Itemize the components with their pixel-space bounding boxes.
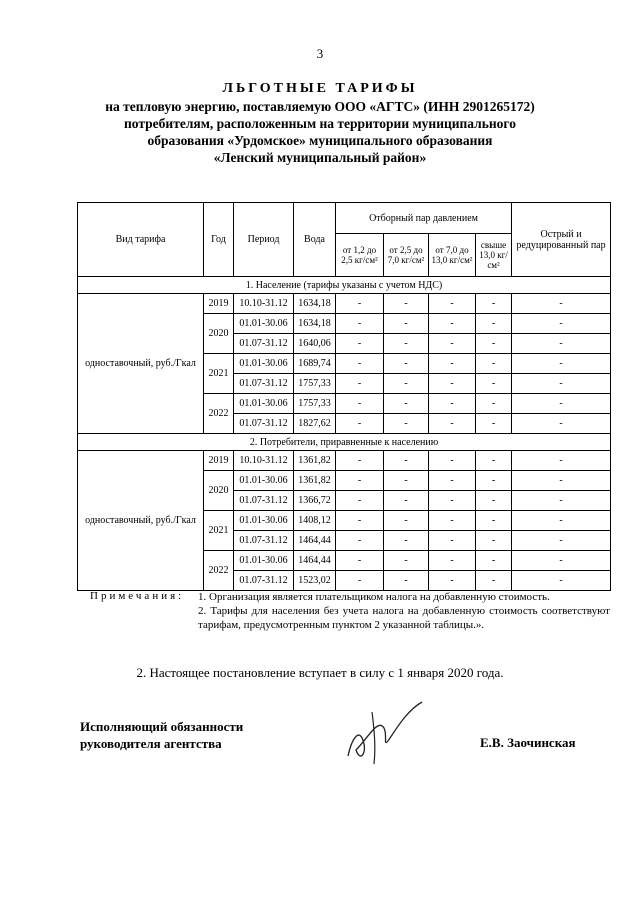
empty-tariff-cell: - — [476, 491, 512, 511]
page-number: 3 — [316, 46, 324, 61]
water-tariff-cell: 1689,74 — [294, 354, 336, 374]
water-tariff-cell: 1361,82 — [294, 451, 336, 471]
empty-tariff-cell: - — [476, 354, 512, 374]
water-tariff-cell: 1361,82 — [294, 471, 336, 491]
empty-tariff-cell: - — [384, 511, 429, 531]
signatory-name: Е.В. Заочинская — [480, 735, 576, 750]
empty-tariff-cell: - — [512, 394, 611, 414]
period-cell: 01.01-30.06 — [234, 511, 294, 531]
empty-tariff-cell: - — [512, 511, 611, 531]
empty-tariff-cell: - — [336, 511, 384, 531]
empty-tariff-cell: - — [384, 354, 429, 374]
year-cell: 2019 — [204, 451, 234, 471]
empty-tariff-cell: - — [429, 451, 476, 471]
period-cell: 01.01-30.06 — [234, 314, 294, 334]
empty-tariff-cell: - — [384, 471, 429, 491]
water-tariff-cell: 1408,12 — [294, 511, 336, 531]
header-steam-4: свыше 13,0 кг/см² — [476, 234, 512, 277]
empty-tariff-cell: - — [336, 394, 384, 414]
water-tariff-cell: 1634,18 — [294, 294, 336, 314]
empty-tariff-cell: - — [476, 451, 512, 471]
empty-tariff-cell: - — [384, 571, 429, 591]
decree-paragraph: 2. Настоящее постановление вступает в силу с 1 января 2020 года. — [136, 665, 504, 680]
empty-tariff-cell: - — [476, 374, 512, 394]
empty-tariff-cell: - — [476, 294, 512, 314]
empty-tariff-cell: - — [384, 414, 429, 434]
period-cell: 01.01-30.06 — [234, 354, 294, 374]
empty-tariff-cell: - — [429, 334, 476, 354]
water-tariff-cell: 1827,62 — [294, 414, 336, 434]
position-line-1: Исполняющий обязанности — [80, 719, 244, 734]
water-tariff-cell: 1640,06 — [294, 334, 336, 354]
title-line-1: на тепловую энергию, поставляемую ООО «АГТС» (ИНН 2901265172) — [105, 99, 535, 114]
empty-tariff-cell: - — [476, 471, 512, 491]
empty-tariff-cell: - — [512, 294, 611, 314]
empty-tariff-cell: - — [429, 374, 476, 394]
water-tariff-cell: 1757,33 — [294, 394, 336, 414]
handwritten-signature — [338, 698, 428, 768]
section-row — [78, 277, 611, 294]
header-steam-group: Отборный пар давлением — [336, 203, 512, 234]
year-cell: 2022 — [204, 551, 234, 591]
empty-tariff-cell: - — [384, 551, 429, 571]
empty-tariff-cell: - — [512, 354, 611, 374]
header-water: Вода — [294, 203, 336, 277]
note-item-2: 2. Тарифы для населения без учета налога на добавленную стоимость соответствуют тарифам, предусмотренным пунктом 2 указанной таблицы.». — [198, 605, 610, 631]
signatory-position — [80, 718, 243, 752]
empty-tariff-cell: - — [512, 571, 611, 591]
empty-tariff-cell: - — [512, 314, 611, 334]
empty-tariff-cell: - — [512, 531, 611, 551]
table-row — [78, 451, 611, 471]
year-cell: 2021 — [204, 354, 234, 394]
period-cell: 01.01-30.06 — [234, 394, 294, 414]
empty-tariff-cell: - — [336, 471, 384, 491]
empty-tariff-cell: - — [476, 314, 512, 334]
water-tariff-cell: 1464,44 — [294, 531, 336, 551]
empty-tariff-cell: - — [429, 571, 476, 591]
empty-tariff-cell: - — [429, 414, 476, 434]
header-year: Год — [204, 203, 234, 277]
header-period: Период — [234, 203, 294, 277]
empty-tariff-cell: - — [476, 551, 512, 571]
section-row — [78, 434, 611, 451]
title-main: ЛЬГОТНЫЕ ТАРИФЫ — [222, 81, 418, 96]
period-cell: 01.07-31.12 — [234, 491, 294, 511]
empty-tariff-cell: - — [336, 491, 384, 511]
empty-tariff-cell: - — [429, 294, 476, 314]
empty-tariff-cell: - — [336, 551, 384, 571]
year-cell: 2022 — [204, 394, 234, 434]
empty-tariff-cell: - — [512, 374, 611, 394]
header-vid: Вид тарифа — [78, 203, 204, 277]
water-tariff-cell: 1757,33 — [294, 374, 336, 394]
empty-tariff-cell: - — [336, 531, 384, 551]
empty-tariff-cell: - — [336, 374, 384, 394]
tariff-table — [77, 202, 611, 591]
notes-label: Примечания: — [90, 590, 185, 602]
tariff-type: одноставочный, руб./Гкал — [78, 451, 204, 591]
year-cell: 2020 — [204, 314, 234, 354]
empty-tariff-cell: - — [512, 551, 611, 571]
empty-tariff-cell: - — [384, 451, 429, 471]
empty-tariff-cell: - — [384, 374, 429, 394]
empty-tariff-cell: - — [336, 354, 384, 374]
empty-tariff-cell: - — [429, 394, 476, 414]
title-line-3: образования «Урдомское» муниципального образования — [147, 133, 493, 148]
position-line-2: руководителя агентства — [80, 736, 222, 751]
empty-tariff-cell: - — [336, 571, 384, 591]
empty-tariff-cell: - — [384, 314, 429, 334]
empty-tariff-cell: - — [476, 571, 512, 591]
period-cell: 10.10-31.12 — [234, 451, 294, 471]
empty-tariff-cell: - — [336, 451, 384, 471]
tariff-type: одноставочный, руб./Гкал — [78, 294, 204, 434]
header-steam-2: от 2,5 до 7,0 кг/см² — [384, 234, 429, 277]
empty-tariff-cell: - — [429, 491, 476, 511]
empty-tariff-cell: - — [429, 531, 476, 551]
water-tariff-cell: 1634,18 — [294, 314, 336, 334]
section-title: 1. Население (тарифы указаны с учетом НДС) — [78, 277, 611, 294]
empty-tariff-cell: - — [476, 414, 512, 434]
table-row — [78, 294, 611, 314]
empty-tariff-cell: - — [384, 531, 429, 551]
empty-tariff-cell: - — [429, 314, 476, 334]
period-cell: 01.07-31.12 — [234, 531, 294, 551]
empty-tariff-cell: - — [476, 334, 512, 354]
empty-tariff-cell: - — [384, 334, 429, 354]
header-steam-3: от 7,0 до 13,0 кг/см² — [429, 234, 476, 277]
empty-tariff-cell: - — [336, 294, 384, 314]
title-line-2: потребителям, расположенным на территории муниципального — [124, 116, 516, 131]
empty-tariff-cell: - — [512, 451, 611, 471]
document-title — [0, 80, 640, 166]
empty-tariff-cell: - — [512, 491, 611, 511]
empty-tariff-cell: - — [384, 491, 429, 511]
period-cell: 10.10-31.12 — [234, 294, 294, 314]
empty-tariff-cell: - — [429, 551, 476, 571]
empty-tariff-cell: - — [429, 511, 476, 531]
empty-tariff-cell: - — [384, 294, 429, 314]
empty-tariff-cell: - — [512, 334, 611, 354]
period-cell: 01.07-31.12 — [234, 334, 294, 354]
empty-tariff-cell: - — [512, 414, 611, 434]
title-line-4: «Ленский муниципальный район» — [213, 150, 427, 165]
water-tariff-cell: 1366,72 — [294, 491, 336, 511]
water-tariff-cell: 1464,44 — [294, 551, 336, 571]
year-cell: 2019 — [204, 294, 234, 314]
water-tariff-cell: 1523,02 — [294, 571, 336, 591]
empty-tariff-cell: - — [429, 471, 476, 491]
empty-tariff-cell: - — [476, 394, 512, 414]
note-item-1: 1. Организация является плательщиком налога на добавленную стоимость. — [198, 591, 550, 603]
empty-tariff-cell: - — [512, 471, 611, 491]
empty-tariff-cell: - — [336, 414, 384, 434]
section-title: 2. Потребители, приравненные к населению — [78, 434, 611, 451]
empty-tariff-cell: - — [336, 314, 384, 334]
year-cell: 2021 — [204, 511, 234, 551]
empty-tariff-cell: - — [384, 394, 429, 414]
period-cell: 01.07-31.12 — [234, 571, 294, 591]
period-cell: 01.07-31.12 — [234, 374, 294, 394]
empty-tariff-cell: - — [336, 334, 384, 354]
year-cell: 2020 — [204, 471, 234, 511]
empty-tariff-cell: - — [476, 531, 512, 551]
empty-tariff-cell: - — [476, 511, 512, 531]
header-sharp-steam: Острый и редуцированный пар — [512, 203, 611, 277]
period-cell: 01.01-30.06 — [234, 471, 294, 491]
empty-tariff-cell: - — [429, 354, 476, 374]
period-cell: 01.01-30.06 — [234, 551, 294, 571]
period-cell: 01.07-31.12 — [234, 414, 294, 434]
header-steam-1: от 1,2 до 2,5 кг/см² — [336, 234, 384, 277]
